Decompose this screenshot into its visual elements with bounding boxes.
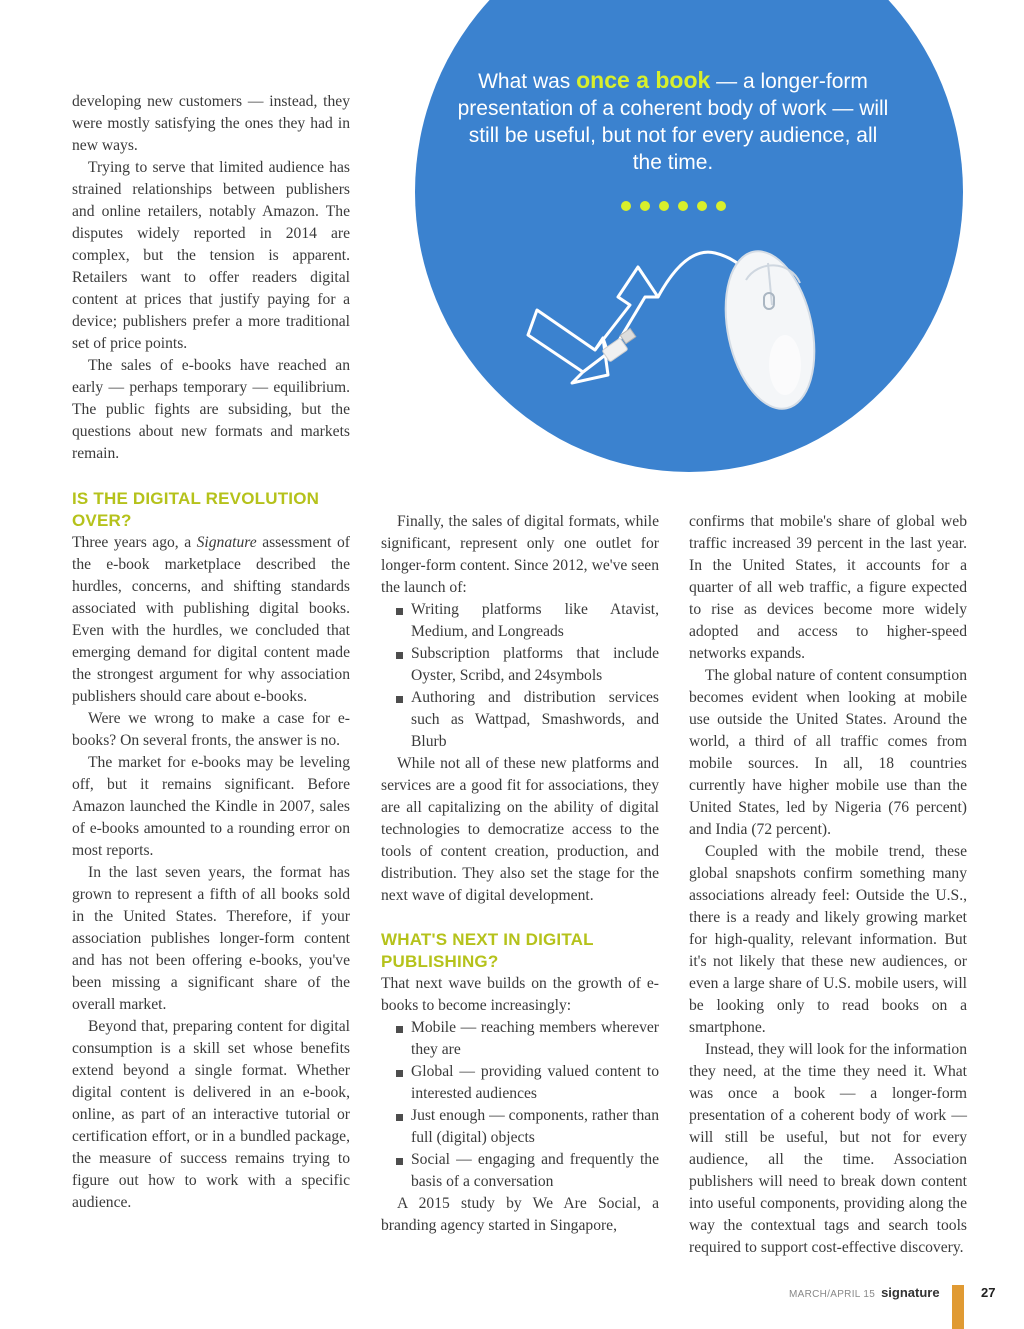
col1-p1-pre: Three years ago, a	[72, 534, 197, 551]
pull-quote-post: — a longer-form presentation of a coherent body of work — will still be useful, but not for every audience, all the time.	[457, 70, 889, 174]
list-item: Just enough — components, rather than full (digital) objects	[381, 1105, 659, 1149]
column-1-bottom	[72, 488, 350, 1214]
section-heading-digital-revolution: IS THE DIGITAL REVOLUTION OVER?	[72, 489, 320, 530]
trend-list	[381, 1017, 659, 1193]
col3-paragraph-4: Instead, they will look for the information they need, at the time they need it. What was once a book — a longer-form presentation of a coherent body of work — will still be useful, but not for every audience, all the time. Association publishers will need to break down content into useful components, providing along the way the contextual tags and search tools required to support cost-effective discovery.	[689, 1041, 968, 1256]
footer-brand-name: signature	[881, 1285, 940, 1300]
col2-paragraph-3: That next wave builds on the growth of e-books to become increasingly:	[381, 975, 659, 1014]
col2-paragraph-2: While not all of these new platforms and services are a good fit for associations, they are all capitalizing on the ability of digital technologies to democratize access to the tools of content creation, production, and distribution. They also set the stage for the next wave of digital development.	[381, 755, 659, 904]
footer-issue	[789, 1285, 940, 1300]
list-item: Authoring and distribution services such as Wattpad, Smashwords, and Blurb	[381, 687, 659, 753]
footer-accent-bar	[952, 1285, 964, 1329]
col1-paragraph-1	[72, 532, 350, 708]
col1-paragraph-3: The market for e-books may be leveling off, but it remains significant. Before Amazon launched the Kindle in 2007, sales of e-books amounted to a rounding error on most reports.	[72, 754, 350, 859]
mouse-cable-arrow-icon	[500, 235, 830, 440]
col1-p1-post: assessment of the e-book marketplace described the hurdles, concerns, and shifting standards associated with publishing digital books. Even with the hurdles, we concluded that emerging demand for digital content made the strongest argument for why association publishers should care about e-books.	[72, 534, 350, 705]
column-3	[689, 511, 967, 1259]
list-item: Subscription platforms that include Oyster, Scribd, and 24symbols	[381, 643, 659, 687]
list-item: Writing platforms like Atavist, Medium, and Longreads	[381, 599, 659, 643]
col1-paragraph-4: In the last seven years, the format has grown to represent a fifth of all books sold in the United States. Therefore, if your association publishes longer-form content and has not been offering e-books, you've been missing a significant share of the overall market.	[72, 864, 350, 1013]
col3-paragraph-2: The global nature of content consumption becomes evident when looking at mobile use outside the United States. Around the world, a third of all traffic comes from mobile sources. In all, 18 countries currently have higher mobile use than the United States, led by Nigeria (76 percent) and India (72 percent).	[689, 667, 967, 838]
section-heading-whats-next: WHAT'S NEXT IN DIGITAL PUBLISHING?	[381, 930, 594, 971]
col2-paragraph-4: A 2015 study by We Are Social, a branding agency started in Singapore,	[381, 1195, 659, 1234]
platform-list	[381, 599, 659, 753]
pull-quote-highlight: once a book	[576, 67, 711, 93]
page-number: 27	[981, 1285, 996, 1300]
col1-top-paragraph-1: developing new customers — instead, they were mostly satisfying the ones they had in new ways.	[72, 93, 350, 154]
col3-paragraph-1: confirms that mobile's share of global web traffic increased 39 percent in the last year. In the United States, it accounts for a quarter of all web traffic, a figure expected to rise as devices become more widely adopted and access to higher-speed networks expands.	[689, 513, 967, 662]
col1-top-paragraph-2: Trying to serve that limited audience has strained relationships between publishers and online retailers, notably Amazon. The disputes widely reported in 2014 are complex, but the tension is apparent. Retailers want to offer readers digital content at prices that justify paying for a device; publishers prefer a more traditional set of price points.	[72, 159, 350, 352]
col1-p1-em: Signature	[196, 534, 257, 551]
col1-paragraph-5: Beyond that, preparing content for digital consumption is a skill set whose benefits extend beyond a single format. Whether digital content is delivered in an e-book, online, as part of an interactive tutorial or certification effort, or in a bundled package, the measure of success remains trying to figure out how to work with a specific audience.	[72, 1018, 350, 1211]
col2-paragraph-1: Finally, the sales of digital formats, while significant, represent only one outlet for longer-form content. Since 2012, we've seen the launch of:	[381, 513, 659, 596]
col3-paragraph-3: Coupled with the mobile trend, these global snapshots confirm something many associations already feel: Outside the U.S., there is a ready and likely growing market for high-quality, relevant information. But it's not likely that these new audiences, or even a large share of U.S. mobile users, will be looking only to read books on a smartphone.	[689, 843, 967, 1036]
list-item: Social — engaging and frequently the basis of a conversation	[381, 1149, 659, 1193]
footer-issue-date: MARCH/APRIL 15	[789, 1289, 876, 1300]
list-item: Global — providing valued content to interested audiences	[381, 1061, 659, 1105]
list-item: Mobile — reaching members wherever they are	[381, 1017, 659, 1061]
column-2	[381, 511, 659, 1237]
pull-quote	[452, 67, 894, 176]
column-1-top	[72, 91, 350, 465]
pull-quote-pre: What was	[478, 70, 577, 93]
dot-row-icon	[620, 199, 732, 213]
col1-top-paragraph-3: The sales of e-books have reached an early — perhaps temporary — equilibrium. The public fights are subsiding, but the questions about new formats and markets remain.	[72, 357, 350, 462]
col1-paragraph-2: Were we wrong to make a case for e-books? On several fronts, the answer is no.	[72, 710, 350, 749]
